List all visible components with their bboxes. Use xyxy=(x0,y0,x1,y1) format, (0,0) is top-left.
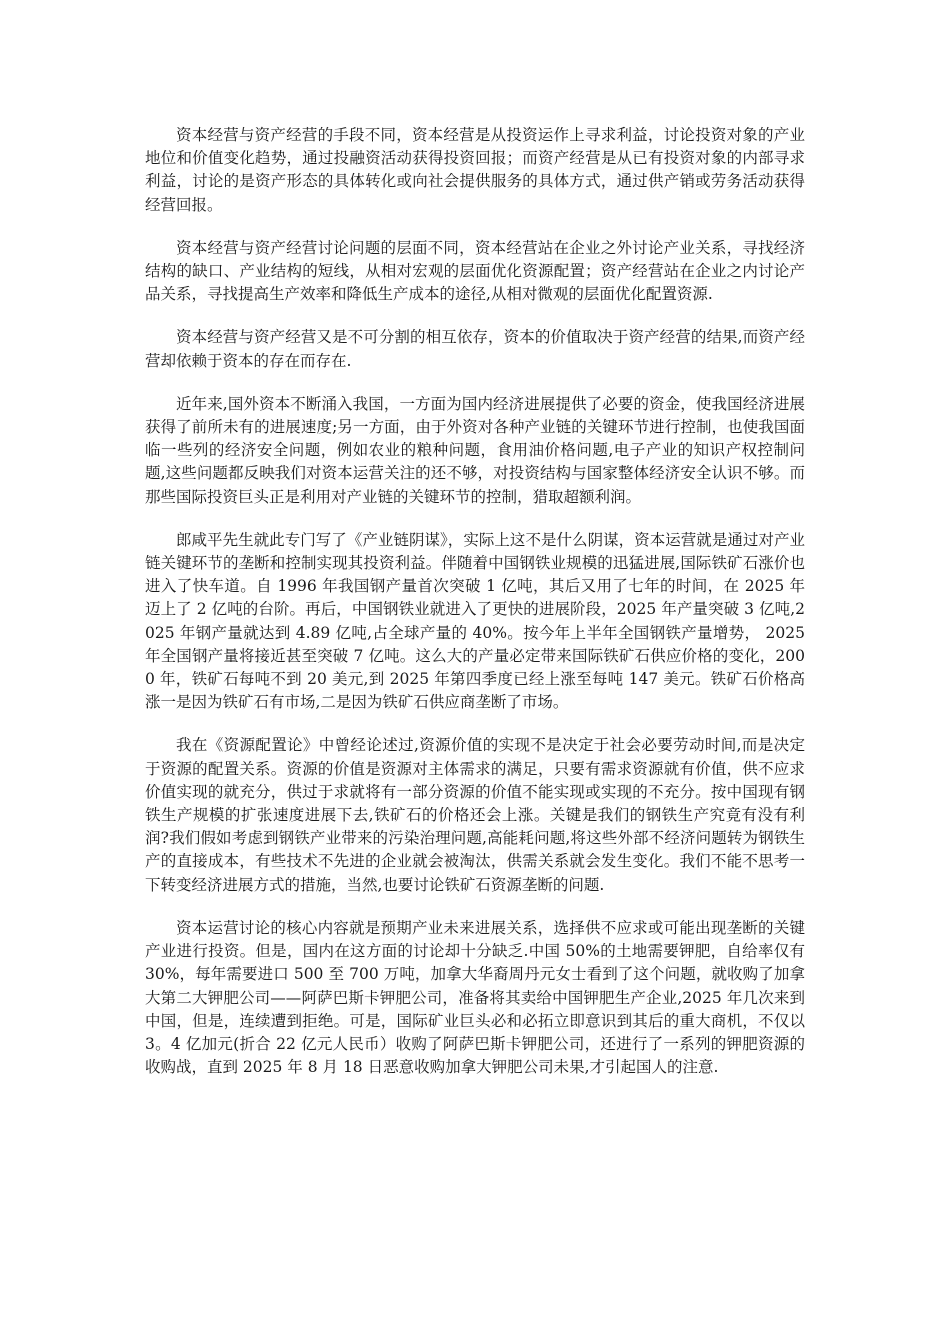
paragraph-6: 我在《资源配置论》中曾经论述过,资源价值的实现不是决定于社会必要劳动时间,而是决定于资源的配置关系。资源的价值是资源对主体需求的满足，只要有需求资源就有价值，供不应求价值实现的就充分，供过于求就将有一部分资源的价值不能实现或实现的不充分。按中国现有钢铁生产规模的扩张速度进展下去,铁矿石的价格还会上涨。关键是我们的钢铁生产究竟有没有利润?我们假如考虑到钢铁产业带来的污染治理问题,高能耗问题,将这些外部不经济问题转为钢铁生产的直接成本，有些技术不先进的企业就会被淘汰，供需关系就会发生变化。我们不能不思考一下转变经济进展方式的措施，当然,也要讨论铁矿石资源垄断的问题. xyxy=(145,736,805,894)
paragraph-3: 资本经营与资产经营又是不可分割的相互依存，资本的价值取决于资产经营的结果,而资产经营却依赖于资本的存在而存在. xyxy=(145,328,805,370)
paragraph-1: 资本经营与资产经营的手段不同，资本经营是从投资运作上寻求利益，讨论投资对象的产业地位和价值变化趋势，通过投融资活动获得投资回报；而资产经营是从已有投资对象的内部寻求利益，讨论的是资产形态的具体转化或向社会提供服务的具体方式，通过供产销或劳务活动获得经营回报。 xyxy=(145,126,805,214)
paragraph-7: 资本运营讨论的核心内容就是预期产业未来进展关系，选择供不应求或可能出现垄断的关键产业进行投资。但是，国内在这方面的讨论却十分缺乏.中国 50%的土地需要钾肥，自给率仅有 30%，每年需要进口 500 至 700 万吨，加拿大华裔周丹元女士看到了这个问题，就收购了加拿大第二大钾肥公司——阿萨巴斯卡钾肥公司，准备将其卖给中国钾肥生产企业,2025 年几次来到中国，但是，连续遭到拒绝。可是，国际矿业巨头必和必拓立即意识到其后的重大商机，不仅以 3。4 亿加元(折合 22 亿元人民币）收购了阿萨巴斯卡钾肥公司，还进行了一系列的钾肥资源的收购战，直到 2025 年 8 月 18 日恶意收购加拿大钾肥公司未果,才引起国人的注意. xyxy=(145,918,805,1077)
document-body xyxy=(145,124,805,1099)
paragraph-5: 郎咸平先生就此专门写了《产业链阴谋》，实际上这不是什么阴谋，资本运营就是通过对产业链关键环节的垄断和控制实现其投资利益。伴随着中国钢铁业规模的迅猛进展,国际铁矿石涨价也进入了快车道。自 1996 年我国钢产量首次突破 1 亿吨，其后又用了七年的时间，在 2025 年迈上了 2 亿吨的台阶。再后，中国钢铁业就进入了更快的进展阶段，2025 年产量突破 3 亿吨,2025 年钢产量就达到 4.89 亿吨,占全球产量的 40%。按今年上半年全国钢铁产量增势， 2025 年全国钢产量将接近甚至突破 7 亿吨。这么大的产量必定带来国际铁矿石供应价格的变化，2000 年，铁矿石每吨不到 20 美元,到 2025 年第四季度已经上涨至每吨 147 美元。铁矿石价格高涨一是因为铁矿石有市场,二是因为铁矿石供应商垄断了市场。 xyxy=(145,530,805,712)
paragraph-2: 资本经营与资产经营讨论问题的层面不同，资本经营站在企业之外讨论产业关系，寻找经济结构的缺口、产业结构的短线，从相对宏观的层面优化资源配置；资产经营站在企业之内讨论产品关系，寻找提高生产效率和降低生产成本的途径,从相对微观的层面优化配置资源. xyxy=(145,238,805,304)
paragraph-4: 近年来,国外资本不断涌入我国，一方面为国内经济进展提供了必要的资金，使我国经济进展获得了前所未有的进展速度;另一方面，由于外资对各种产业链的关键环节进行控制，也使我国面临一些列的经济安全问题，例如农业的粮种问题，食用油价格问题,电子产业的知识产权控制问题,这些问题都反映我们对资本运营关注的还不够，对投资结构与国家整体经济安全认识不够。而那些国际投资巨头正是利用对产业链的关键环节的控制，猎取超额利润。 xyxy=(145,394,805,506)
